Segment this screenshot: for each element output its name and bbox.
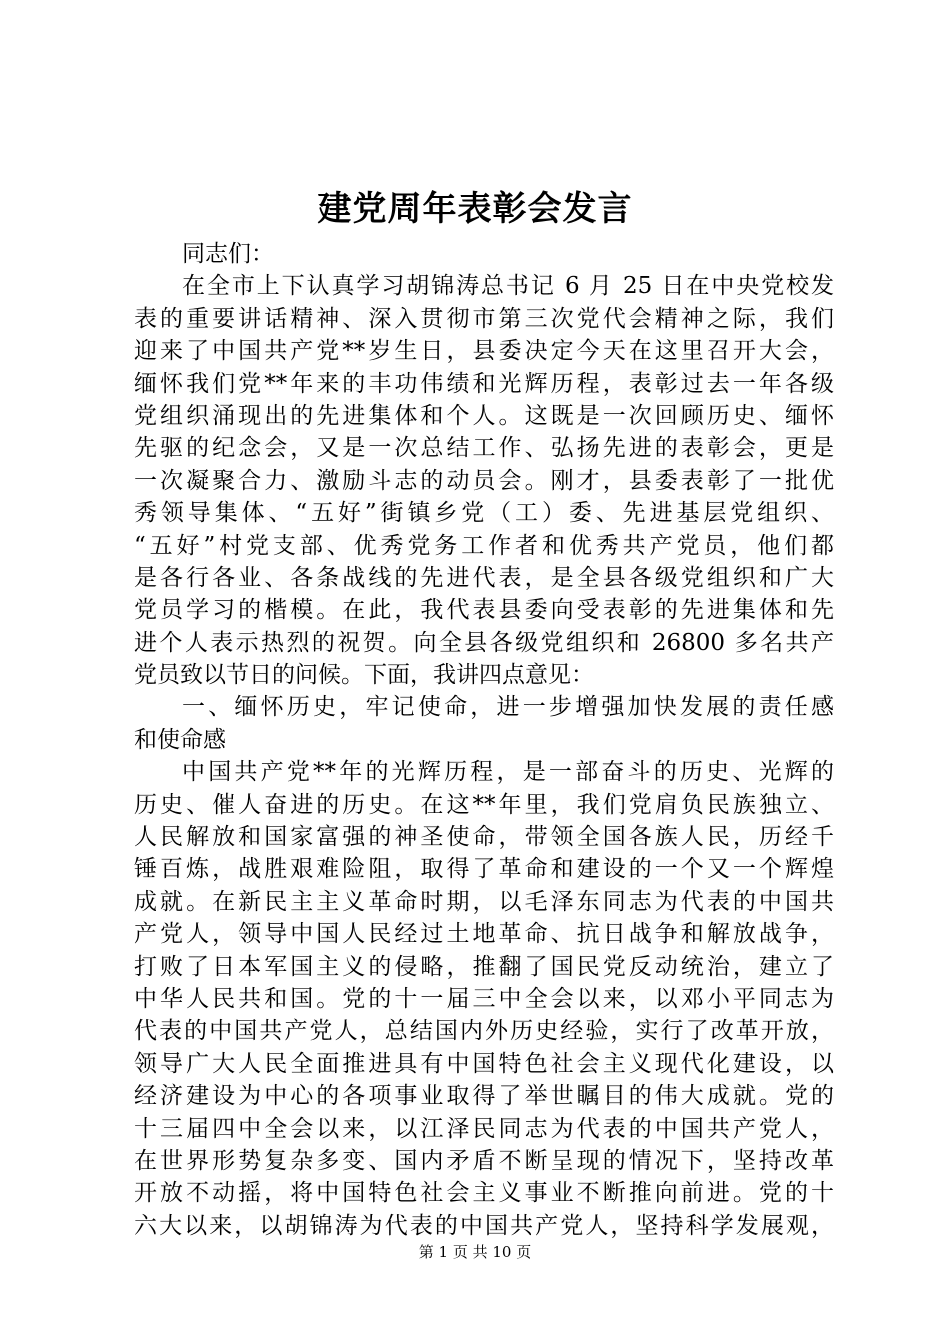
paragraph-line: 在全市上下认真学习胡锦涛总书记 6 月 25 日在中央党校发: [182, 273, 834, 300]
paragraph-line: 成就。在新民主主义革命时期，以毛泽东同志为代表的中国共: [134, 888, 834, 915]
paragraph-line: 党组织涌现出的先进集体和个人。这既是一次回顾历史、缅怀: [134, 402, 834, 429]
paragraph-line: 锤百炼，战胜艰难险阻，取得了革命和建设的一个又一个辉煌: [134, 856, 834, 883]
paragraph-line: 一次凝聚合力、激励斗志的动员会。刚才，县委表彰了一批优: [134, 467, 834, 494]
paragraph-line: 迎来了中国共产党**岁生日，县委决定今天在这里召开大会，: [134, 338, 834, 365]
paragraph-line: 六大以来，以胡锦涛为代表的中国共产党人，坚持科学发展观，: [134, 1212, 834, 1239]
paragraph-line: 党员学习的楷模。在此，我代表县委向受表彰的先进集体和先: [134, 597, 834, 624]
paragraph-line: 领导广大人民全面推进具有中国特色社会主义现代化建设，以: [134, 1050, 834, 1077]
paragraph-line: 进个人表示热烈的祝贺。向全县各级党组织和 26800 多名共产: [134, 629, 834, 656]
paragraph-line: 党员致以节日的问候。下面，我讲四点意见：: [134, 662, 594, 689]
section-heading-line: 和使命感: [134, 726, 226, 753]
paragraph-line: 在世界形势复杂多变、国内矛盾不断呈现的情况下，坚持改革: [134, 1147, 834, 1174]
paragraph-line: 开放不动摇，将中国特色社会主义事业不断推向前进。党的十: [134, 1180, 834, 1207]
paragraph-line: 代表的中国共产党人，总结国内外历史经验，实行了改革开放，: [134, 1018, 834, 1045]
paragraph-line: 中国共产党**年的光辉历程，是一部奋斗的历史、光辉的: [182, 759, 834, 786]
paragraph-line: 表的重要讲话精神、深入贯彻市第三次党代会精神之际，我们: [134, 305, 834, 332]
document-title: 建党周年表彰会发言: [317, 189, 633, 229]
paragraph-line: 经济建设为中心的各项事业取得了举世瞩目的伟大成就。党的: [134, 1083, 834, 1110]
page-footer: 第 1 页 共 10 页: [418, 1243, 532, 1261]
paragraph-line: 人民解放和国家富强的神圣使命，带领全国各族人民，历经千: [134, 824, 834, 851]
paragraph-line: 十三届四中全会以来，以江泽民同志为代表的中国共产党人，: [134, 1115, 834, 1142]
paragraph-line: 缅怀我们党**年来的丰功伟绩和光辉历程，表彰过去一年各级: [134, 370, 834, 397]
paragraph-line: 产党人，领导中国人民经过土地革命、抗日战争和解放战争，: [134, 921, 834, 948]
paragraph-line: 中华人民共和国。党的十一届三中全会以来，以邓小平同志为: [134, 985, 834, 1012]
document-body: [134, 238, 834, 1242]
paragraph-line: 秀领导集体、“五好”街镇乡党（工）委、先进基层党组织、: [134, 500, 834, 527]
paragraph-line: 打败了日本军国主义的侵略，推翻了国民党反动统治，建立了: [134, 953, 834, 980]
paragraph-line: 历史、催人奋进的历史。在这**年里，我们党肩负民族独立、: [134, 791, 834, 818]
salutation-line: 同志们：: [182, 241, 274, 267]
section-heading-line: 一、缅怀历史，牢记使命，进一步增强加快发展的责任感: [182, 694, 834, 721]
paragraph-line: 先驱的纪念会，又是一次总结工作、弘扬先进的表彰会，更是: [134, 435, 834, 462]
paragraph-line: “五好”村党支部、优秀党务工作者和优秀共产党员，他们都: [134, 532, 834, 559]
paragraph-line: 是各行各业、各条战线的先进代表，是全县各级党组织和广大: [134, 564, 834, 591]
